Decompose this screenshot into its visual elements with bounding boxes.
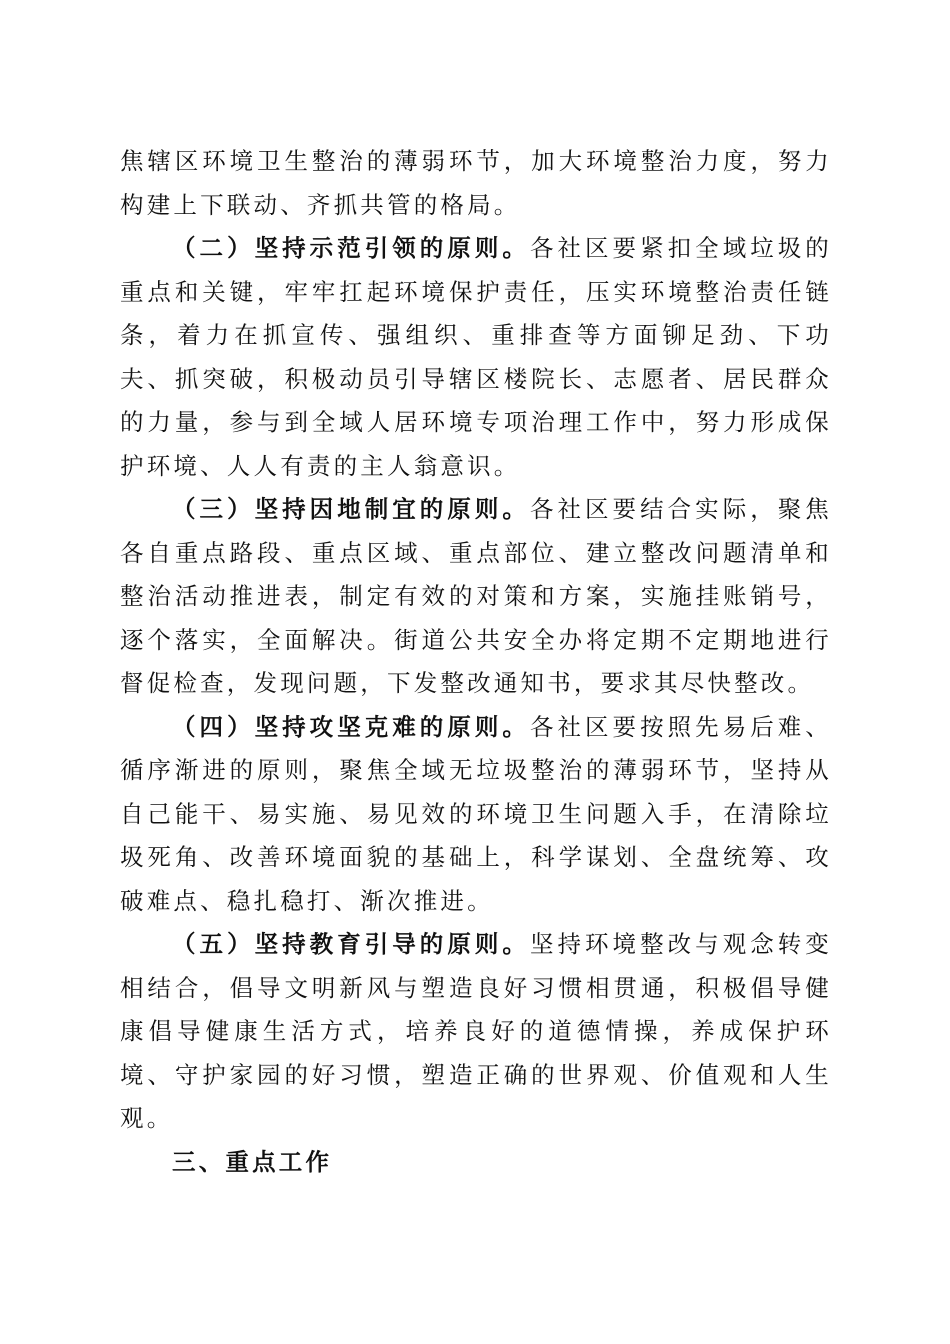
principle-body-2: 各社区要紧扣全域垃圾的重点和关键，牢牢扛起环境保护责任，压实环境整治责任链条，着力在抓宣传、强组织、重排查等方面铆足劲、下功夫、抓突破，积极动员引导辖区楼院长、志愿者、居民群众的力量，参与到全域人居环境专项治理工作中，努力形成保护环境、人人有责的主人翁意识。 bbox=[120, 234, 832, 480]
principle-paragraph-2 bbox=[120, 227, 832, 488]
principle-paragraph-4 bbox=[120, 706, 832, 924]
section-heading: 三、重点工作 bbox=[172, 1147, 333, 1176]
principle-paragraph-3 bbox=[120, 488, 832, 706]
continuation-paragraph: 焦辖区环境卫生整治的薄弱环节，加大环境整治力度，努力构建上下联动、齐抓共管的格局。 bbox=[120, 147, 832, 219]
principle-heading-5: （五）坚持教育引导的原则。 bbox=[172, 930, 530, 958]
principle-body-4: 各社区要按照先易后难、循序渐进的原则，聚焦全域无垃圾整治的薄弱环节，坚持从自己能干、易实施、易见效的环境卫生问题入手，在清除垃圾死角、改善环境面貌的基础上，科学谋划、全盘统筹、攻破难点、稳扎稳打、渐次推进。 bbox=[120, 712, 832, 915]
document-body bbox=[120, 140, 832, 1184]
principle-heading-4: （四）坚持攻坚克难的原则。 bbox=[172, 712, 530, 741]
principle-body-3: 各社区要结合实际，聚焦各自重点路段、重点区域、重点部位、建立整改问题清单和整治活动推进表，制定有效的对策和方案，实施挂账销号，逐个落实，全面解决。街道公共安全办将定期不定期地进行督促检查，发现问题，下发整改通知书，要求其尽快整改。 bbox=[120, 495, 832, 697]
principle-paragraph-5 bbox=[120, 923, 832, 1141]
principle-heading-2: （二）坚持示范引领的原则。 bbox=[172, 234, 530, 262]
principle-body-5: 坚持环境整改与观念转变相结合，倡导文明新风与塑造良好习惯相贯通，积极倡导健康倡导健康生活方式，培养良好的道德情操，养成保护环境、守护家园的好习惯，塑造正确的世界观、价值观和人生观。 bbox=[120, 930, 832, 1132]
principle-heading-3: （三）坚持因地制宜的原则。 bbox=[172, 495, 530, 523]
